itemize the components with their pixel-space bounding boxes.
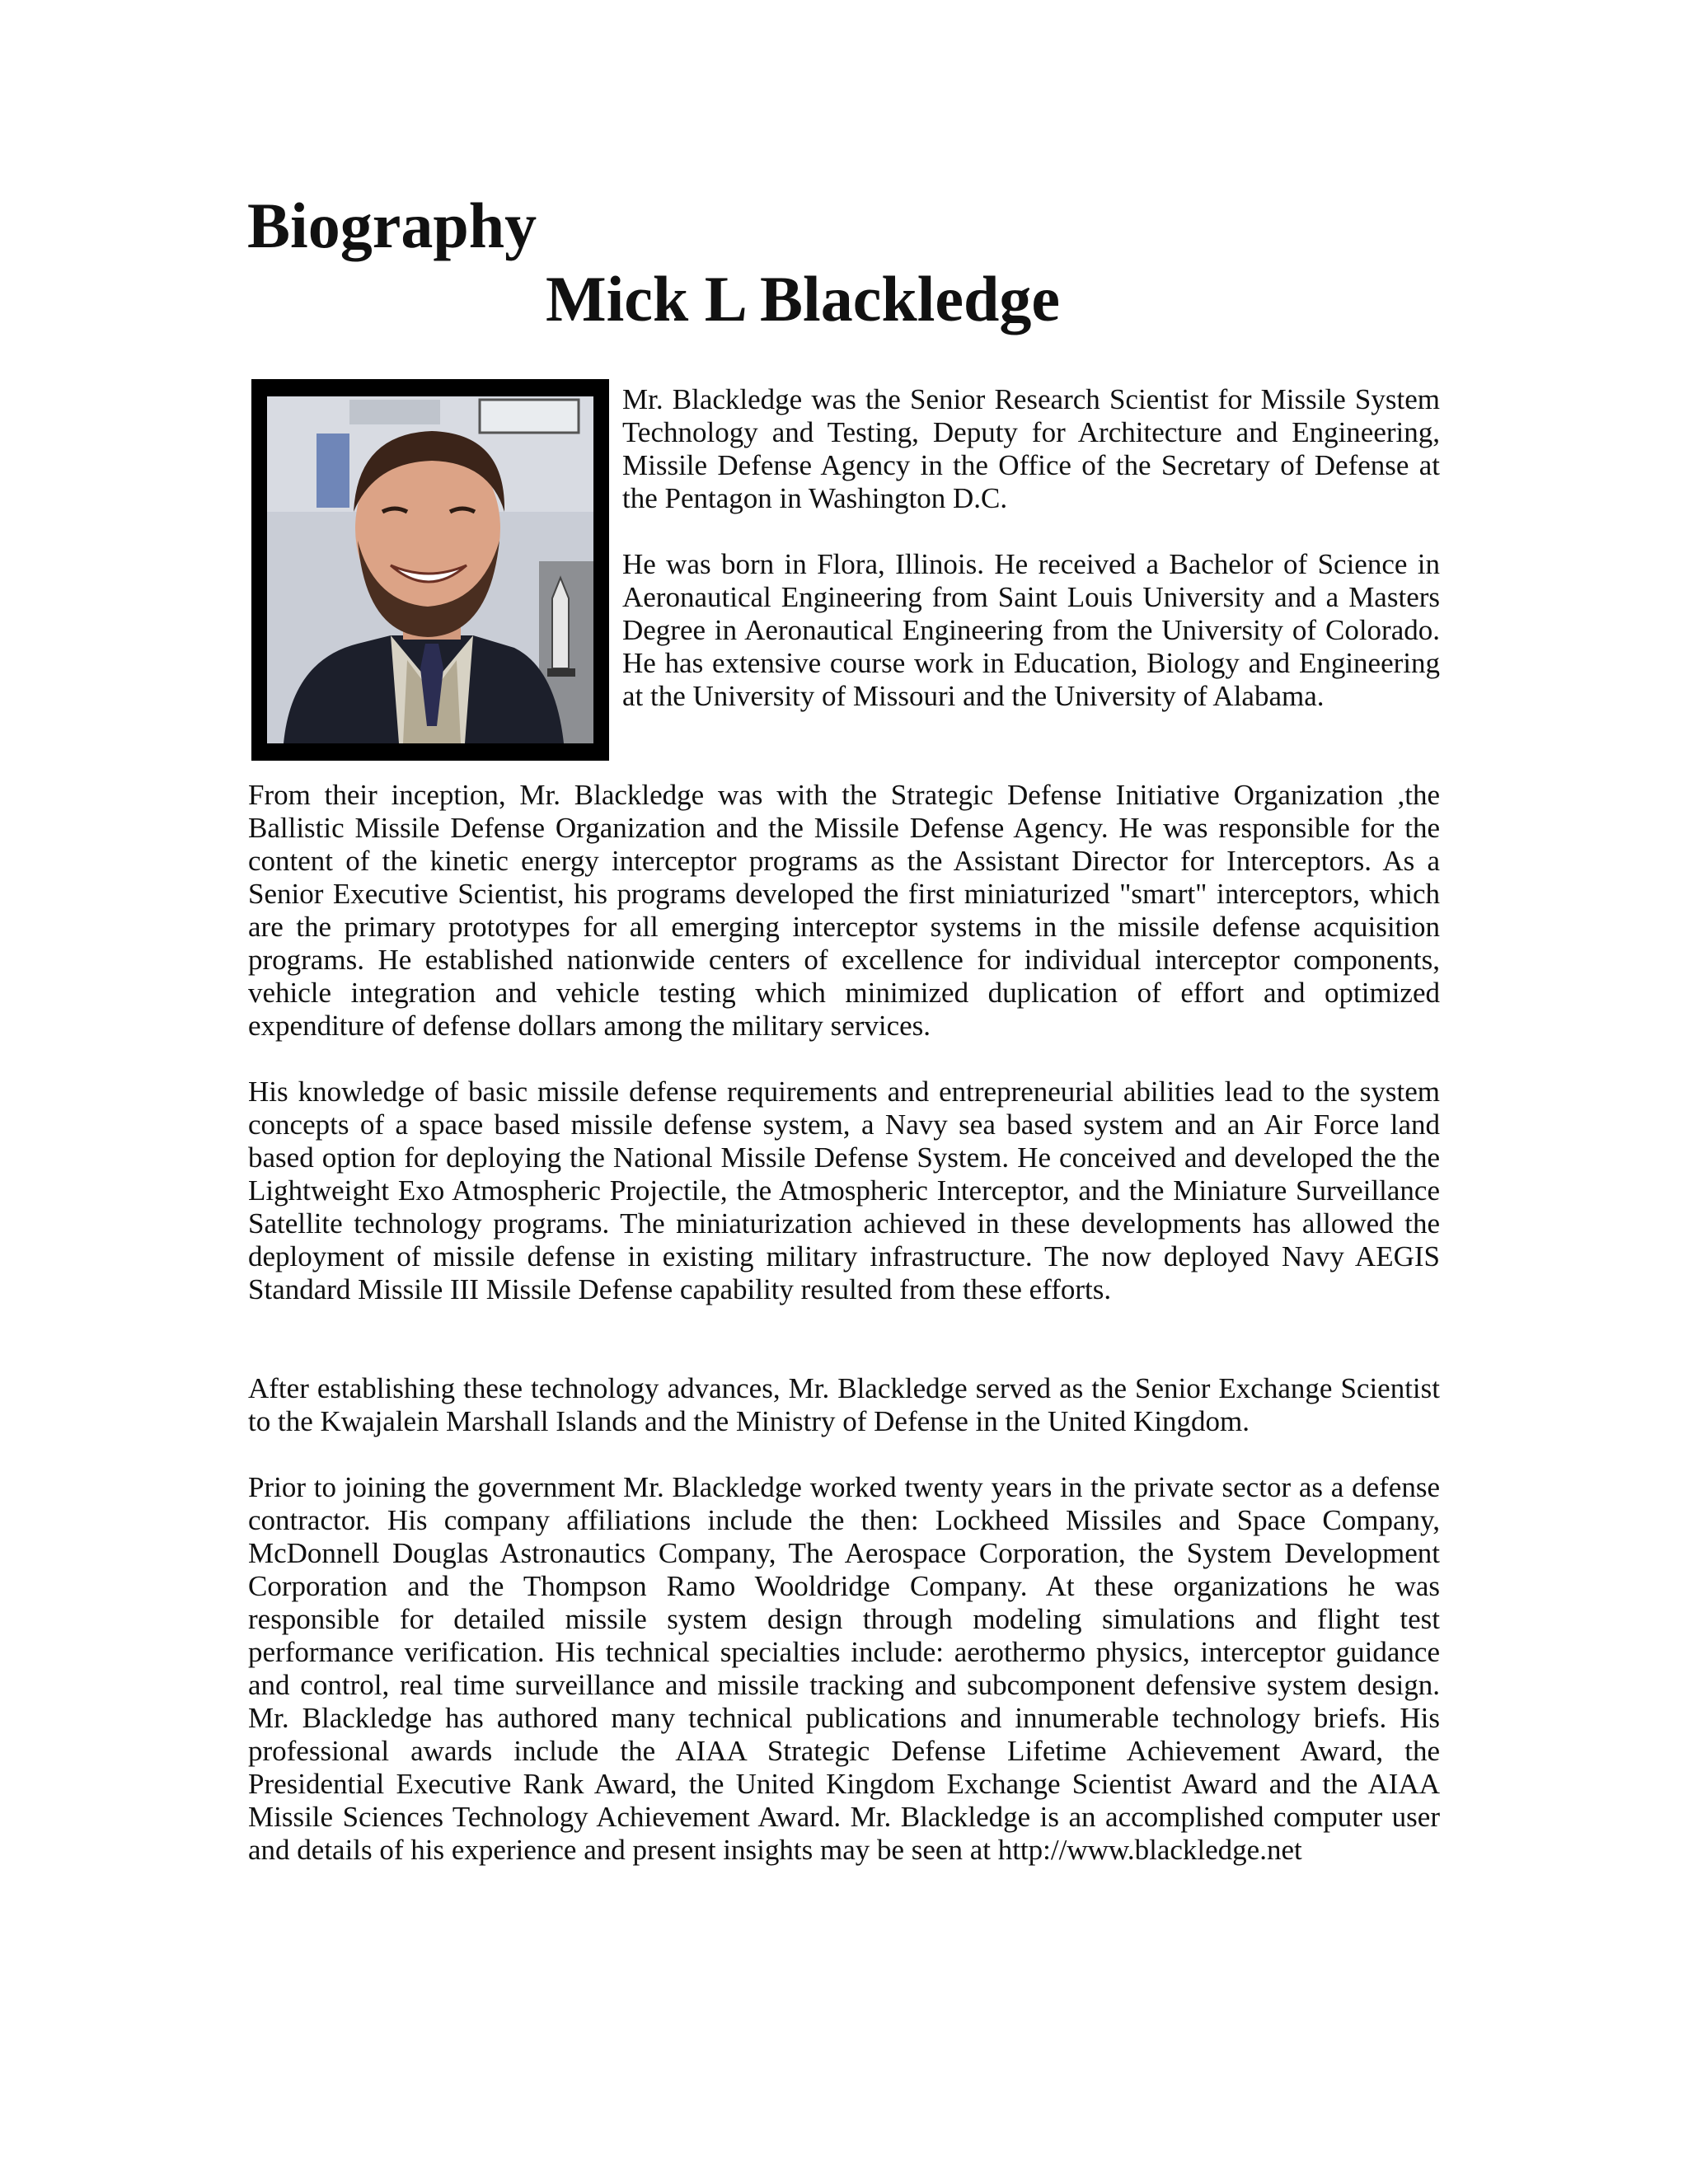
bio-paragraph-3: From their inception, Mr. Blackledge was with the Strategic Defense Initiative Organization ,the Ballistic Missile Defense Organization and the Missile Defense Agency. He was responsible for the content of the kinetic energy interceptor programs as the Assistant Director for Interceptors. As a Senior Executive Scientist, his programs developed the first miniaturized "smart" interceptors, which are the primary prototypes for all emerging interceptor systems in the missile defense acquisition programs. He established nationwide centers of excellence for individual interceptor components, vehicle integration and vehicle testing which minimized duplication of effort and optimized expenditure of defense dollars among the military services. [248, 779, 1440, 1042]
bio-paragraph-4: His knowledge of basic missile defense requirements and entrepreneurial abilities lead to the system concepts of a space based missile defense system, a Navy sea based system and an Air Force land based option for deploying the National Missile Defense System. He conceived and developed the the Lightweight Exo Atmospheric Projectile, the Atmospheric Interceptor, and the Miniature Surveillance Satellite technology programs. The miniaturization achieved in these developments has allowed the deployment of missile defense in existing military infrastructure. The now deployed Navy AEGIS Standard Missile III Missile Defense capability resulted from these efforts. [248, 1076, 1440, 1305]
portrait-image [267, 396, 593, 743]
bio-paragraph-1: Mr. Blackledge was the Senior Research Scientist for Missile System Technology and Testing, Deputy for Architecture and Engineering, Missile Defense Agency in the Office of the Secretary of Defense at the Pentagon in Washington D.C. [622, 383, 1440, 514]
portrait-photo [251, 379, 609, 761]
page-title: Biography [247, 190, 537, 261]
bio-paragraph-5: After establishing these technology advances, Mr. Blackledge served as the Senior Exchange Scientist to the Kwajalein Marshall Islands and the Ministry of Defense in the United Kingdom. [248, 1372, 1440, 1437]
bio-paragraph-6: Prior to joining the government Mr. Blackledge worked twenty years in the private sector as a defense contractor. His company affiliations include the then: Lockheed Missiles and Space Company, McDonnell Douglas Astronautics Company, The Aerospace Corporation, the System Development Corporation and the Thompson Ramo Wooldridge Company. At these organizations he was responsible for detailed missile system design through modeling simulations and flight test performance verification. His technical specialties include: aerothermo physics, interceptor guidance and control, real time surveillance and missile tracking and subcomponent defensive system design. Mr. Blackledge has authored many technical publications and innumerable technology briefs. His professional awards include the AIAA Strategic Defense Lifetime Achievement Award, the Presidential Executive Rank Award, the United Kingdom Exchange Scientist Award and the AIAA Missile Sciences Technology Achievement Award. Mr. Blackledge is an accomplished computer user and details of his experience and present insights may be seen at http://www.blackledge.net [248, 1471, 1440, 1866]
person-name: Mick L Blackledge [546, 263, 1060, 335]
bio-paragraph-2: He was born in Flora, Illinois. He received a Bachelor of Science in Aeronautical Engineering from Saint Louis University and a Masters Degree in Aeronautical Engineering from the University of Colorado. He has extensive course work in Education, Biology and Engineering at the University of Missouri and the University of Alabama. [622, 548, 1440, 712]
